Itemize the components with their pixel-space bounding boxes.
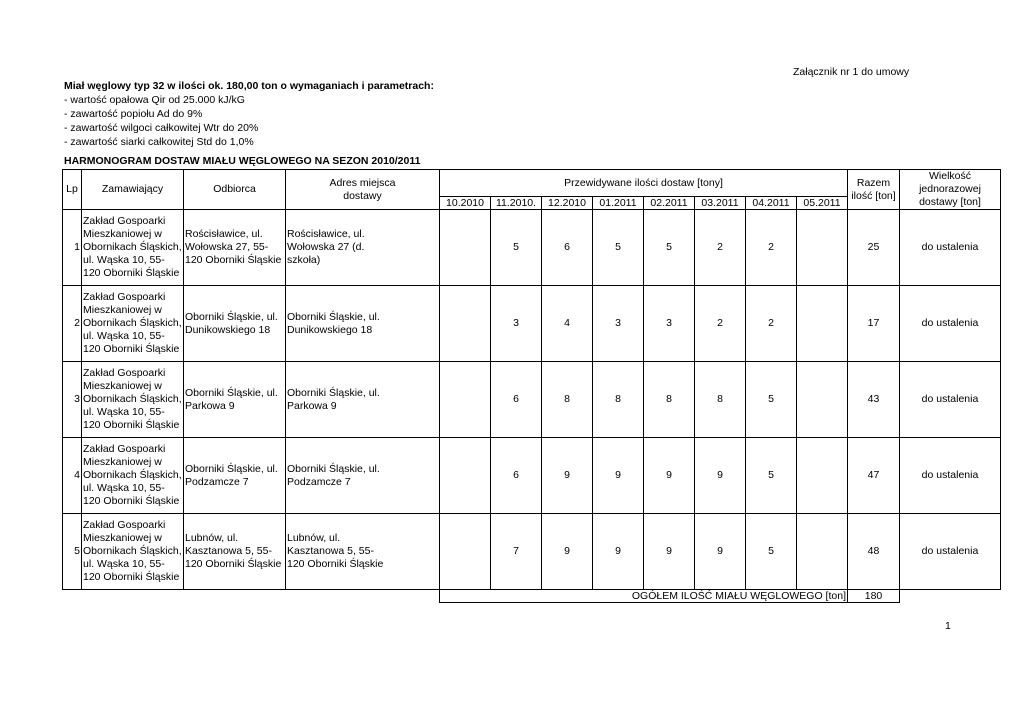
spec-item: - zawartość wilgoci całkowitej Wtr do 20% <box>64 122 259 134</box>
row-recipient: Rościsławice, ul. Wołowska 27, 55-120 Oborniki Śląskie <box>184 210 286 286</box>
grand-total-label: OGÓŁEM ILOŚĆ MIAŁU WĘGLOWEGO [ton] <box>440 590 848 603</box>
row-month-value: 5 <box>746 438 797 514</box>
row-month-value <box>797 438 848 514</box>
month-header: 12.2010 <box>542 197 593 210</box>
row-month-value: 2 <box>695 286 746 362</box>
row-recipient: Oborniki Śląskie, ul. Podzamcze 7 <box>184 438 286 514</box>
row-month-value: 6 <box>542 210 593 286</box>
row-month-value: 5 <box>746 514 797 590</box>
row-month-value: 9 <box>644 438 695 514</box>
month-header: 04.2011 <box>746 197 797 210</box>
row-month-value: 9 <box>695 438 746 514</box>
row-month-value <box>440 438 491 514</box>
row-total: 25 <box>848 210 900 286</box>
row-month-value: 5 <box>644 210 695 286</box>
row-month-value: 2 <box>746 286 797 362</box>
row-month-value <box>440 210 491 286</box>
row-orderer: Zakład Gospoarki Mieszkaniowej w Obornikach Śląskich, ul. Wąska 10, 55-120 Oborniki Śląskie <box>82 210 184 286</box>
row-lp: 4 <box>63 438 82 514</box>
row-address: Rościsławice, ul. Wołowska 27 (d. szkoła) <box>286 210 440 286</box>
row-recipient: Oborniki Śląskie, ul. Dunikowskiego 18 <box>184 286 286 362</box>
row-month-value: 6 <box>491 362 542 438</box>
header-orderer: Zamawiający <box>82 170 184 210</box>
row-month-value: 5 <box>491 210 542 286</box>
row-batch-size: do ustalenia <box>900 362 1001 438</box>
row-month-value: 8 <box>542 362 593 438</box>
row-month-value: 2 <box>695 210 746 286</box>
row-recipient: Oborniki Śląskie, ul. Parkowa 9 <box>184 362 286 438</box>
grand-total-value: 180 <box>848 590 900 603</box>
row-batch-size: do ustalenia <box>900 210 1001 286</box>
month-header: 10.2010 <box>440 197 491 210</box>
row-batch-size: do ustalenia <box>900 514 1001 590</box>
row-month-value: 8 <box>695 362 746 438</box>
row-batch-size: do ustalenia <box>900 438 1001 514</box>
annex-label: Załącznik nr 1 do umowy <box>793 66 910 78</box>
row-orderer: Zakład Gospoarki Mieszkaniowej w Obornikach Śląskich, ul. Wąska 10, 55-120 Oborniki Śląskie <box>82 286 184 362</box>
row-month-value: 5 <box>746 362 797 438</box>
row-address: Lubnów, ul. Kasztanowa 5, 55-120 Oborniki Śląskie <box>286 514 440 590</box>
row-orderer: Zakład Gospoarki Mieszkaniowej w Obornikach Śląskich, ul. Wąska 10, 55-120 Oborniki Śląskie <box>82 514 184 590</box>
month-header: 03.2011 <box>695 197 746 210</box>
spec-item: - zawartość siarki całkowitej Std do 1,0% <box>64 136 254 148</box>
row-month-value: 3 <box>593 286 644 362</box>
row-month-value <box>797 514 848 590</box>
row-address: Oborniki Śląskie, ul. Parkowa 9 <box>286 362 440 438</box>
header-batch-size: Wielkość jednorazowej dostawy [ton] <box>900 170 1001 210</box>
row-month-value: 6 <box>491 438 542 514</box>
table-row <box>63 286 1001 362</box>
table-row <box>63 514 1001 590</box>
header-planned-quantities: Przewidywane ilości dostaw [tony] <box>440 170 848 197</box>
row-month-value <box>440 362 491 438</box>
month-header: 01.2011 <box>593 197 644 210</box>
row-month-value: 4 <box>542 286 593 362</box>
row-month-value: 8 <box>644 362 695 438</box>
row-month-value: 5 <box>593 210 644 286</box>
row-month-value: 9 <box>542 438 593 514</box>
row-total: 48 <box>848 514 900 590</box>
grand-total-row <box>63 590 1001 603</box>
header-row <box>63 170 1001 197</box>
row-address: Oborniki Śląskie, ul. Podzamcze 7 <box>286 438 440 514</box>
row-month-value: 7 <box>491 514 542 590</box>
row-month-value: 9 <box>644 514 695 590</box>
coal-specification <box>64 79 434 149</box>
table-row <box>63 210 1001 286</box>
header-recipient: Odbiorca <box>184 170 286 210</box>
row-month-value: 9 <box>695 514 746 590</box>
spec-item: - zawartość popiołu Ad do 9% <box>64 108 203 120</box>
row-month-value: 3 <box>491 286 542 362</box>
row-month-value <box>797 210 848 286</box>
row-orderer: Zakład Gospoarki Mieszkaniowej w Obornikach Śląskich, ul. Wąska 10, 55-120 Oborniki Śląskie <box>82 362 184 438</box>
row-total: 43 <box>848 362 900 438</box>
page-number: 1 <box>945 620 951 632</box>
row-month-value: 2 <box>746 210 797 286</box>
row-month-value: 8 <box>593 362 644 438</box>
delivery-schedule-table <box>62 169 1001 603</box>
row-month-value: 9 <box>593 438 644 514</box>
row-lp: 3 <box>63 362 82 438</box>
row-month-value <box>797 286 848 362</box>
row-total: 17 <box>848 286 900 362</box>
month-header: 02.2011 <box>644 197 695 210</box>
row-orderer: Zakład Gospoarki Mieszkaniowej w Obornikach Śląskich, ul. Wąska 10, 55-120 Oborniki Śląskie <box>82 438 184 514</box>
table-row <box>63 362 1001 438</box>
row-month-value <box>440 514 491 590</box>
spec-title: Miał węglowy typ 32 w ilości ok. 180,00 ton o wymaganiach i parametrach: <box>64 80 434 92</box>
header-address: Adres miejsca dostawy <box>286 170 440 210</box>
row-month-value: 3 <box>644 286 695 362</box>
row-lp: 2 <box>63 286 82 362</box>
row-address: Oborniki Śląskie, ul. Dunikowskiego 18 <box>286 286 440 362</box>
spec-item: - wartość opałowa Qir od 25.000 kJ/kG <box>64 94 245 106</box>
month-header: 11.2010. <box>491 197 542 210</box>
row-month-value: 9 <box>593 514 644 590</box>
table-row <box>63 438 1001 514</box>
row-batch-size: do ustalenia <box>900 286 1001 362</box>
row-lp: 1 <box>63 210 82 286</box>
row-month-value <box>797 362 848 438</box>
month-header: 05.2011 <box>797 197 848 210</box>
row-total: 47 <box>848 438 900 514</box>
row-recipient: Lubnów, ul. Kasztanowa 5, 55-120 Oborniki Śląskie <box>184 514 286 590</box>
header-lp: Lp <box>63 170 82 210</box>
header-total: Razem ilość [ton] <box>848 170 900 210</box>
row-month-value <box>440 286 491 362</box>
row-lp: 5 <box>63 514 82 590</box>
schedule-title: HARMONOGRAM DOSTAW MIAŁU WĘGLOWEGO NA SEZON 2010/2011 <box>64 155 421 167</box>
row-month-value: 9 <box>542 514 593 590</box>
